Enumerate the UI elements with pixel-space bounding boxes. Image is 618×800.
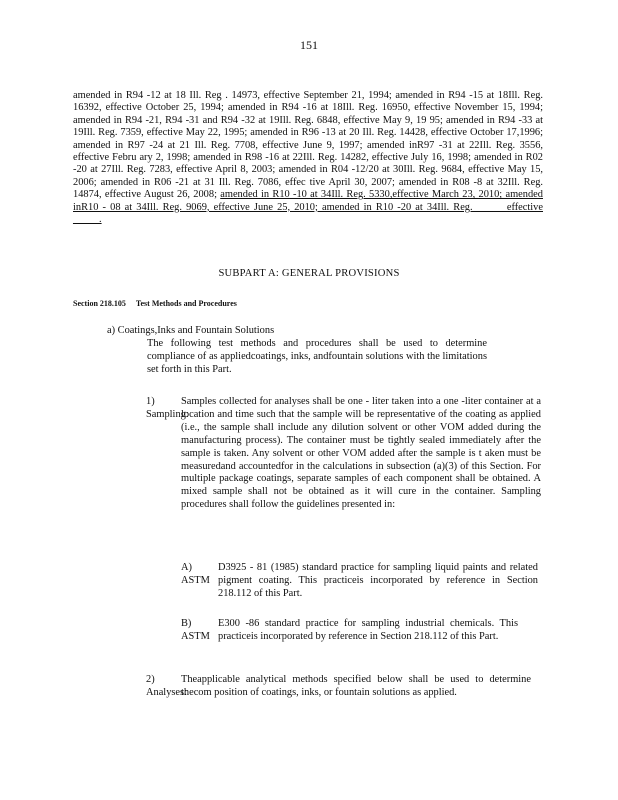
item-1A-text: D3925 - 81 (1985) standard practice for sampling liquid paints and related pigment coating. This practiceis incorporated by reference in Section 218.112 of this Part.	[218, 562, 538, 599]
amendment-history-text	[73, 90, 543, 226]
section-heading	[73, 299, 247, 308]
subpart-heading: SUBPART A: GENERAL PROVISIONS	[218, 268, 400, 279]
item-1-text: Samples collected for analyses shall be one - liter taken into a one -liter container at a location and time such that the sample will be representative of the coating as applied (i.e., the sample shall include any dilution solvent or other VOM added during the manufacturing process). The container must be tightly sealed immediately after the sample is taken. Any solvent or other VOM added after the sample is t aken must be measuredand accountedfor in the calculations in subsection (a)(3) of this Section. For multiple package coatings, separate samples of each component shall be obtained. A mixed sample shall not be obtained as it will cure in the container. Sampling procedures shall follow the guidelines presented in:	[181, 396, 541, 511]
item-2-text: Theapplicable analytical methods specified below shall be used to determine thecom position of coatings, inks, or fountain solutions as applied.	[181, 674, 531, 698]
page-number: 151	[300, 38, 318, 52]
amendment-history	[73, 90, 543, 226]
amendment-history-plain: amended in R94 -12 at 18 Ill. Reg . 14973, effective September 21, 1994; amended in R94 -15 at 18Ill. Reg. 16392, effective October 25, 1994; amended in R94 -16 at 18Ill. Reg. 16950, effective November 15, 1994; amended in R94 -21, R94 -31 and R94 -32 at 19Ill. Reg. 6848, effective May 9, 19 95; amended in R94 -33 at 19Ill. Reg. 7359, effective May 22, 1995; amended in R96 -13 at 20 Ill. Reg. 14428, effective October 17,1996; amended in R97 -24 at 21 Ill. Reg. 7708, effective June 9, 1997; amended inR97 -31 at 22Ill. Reg. 3556, effective Febru ary 2, 1998; amended in R98 -16 at 22Ill. Reg. 14282, effective July 16, 1998; amended in R02 -20 at 27Ill. Reg. 7283, effective April 8, 2003; amended in R04 -12/20 at 30Ill. Reg. 9684, effective May 15, 2006; amended in R06 -21 at 31 Ill. Reg. 7086, effec tive April 30, 2007; amended in R08 -8 at 32Ill. Reg. 14874, effective August 26, 2008;	[73, 90, 543, 201]
section-number: Section 218.105	[73, 299, 126, 308]
subsection-a-text: The following test methods and procedures shall be used to determine compliance of as appliedcoatings, inks, andfountain solutions with the limitations set forth in this Part.	[147, 338, 487, 375]
item-1B-label: B) ASTM	[181, 618, 210, 642]
item-1-label: 1) Sampling:	[146, 396, 189, 420]
item-1A-label: A) ASTM	[181, 562, 210, 586]
item-2-label: 2) Analyses:	[146, 674, 187, 698]
subsection-a-title: a) Coatings,Inks and Fountain Solutions	[107, 325, 275, 336]
section-title: Test Methods and Procedures	[135, 299, 237, 308]
item-1B-text: E300 -86 standard practice for sampling industrial chemicals. This practiceis incorporated by reference in Section 218.112 of this Part.	[218, 618, 518, 642]
amendment-history-underlined: amended in R10 -10 at 34Ill. Reg. 5330,effective March 23, 2010; amended inR10 - 08 at 34Ill. Reg. 9069, effective June 25, 2010; amended in R10 -20 at 34Ill. Reg. ___ __effective _____.	[73, 189, 543, 226]
